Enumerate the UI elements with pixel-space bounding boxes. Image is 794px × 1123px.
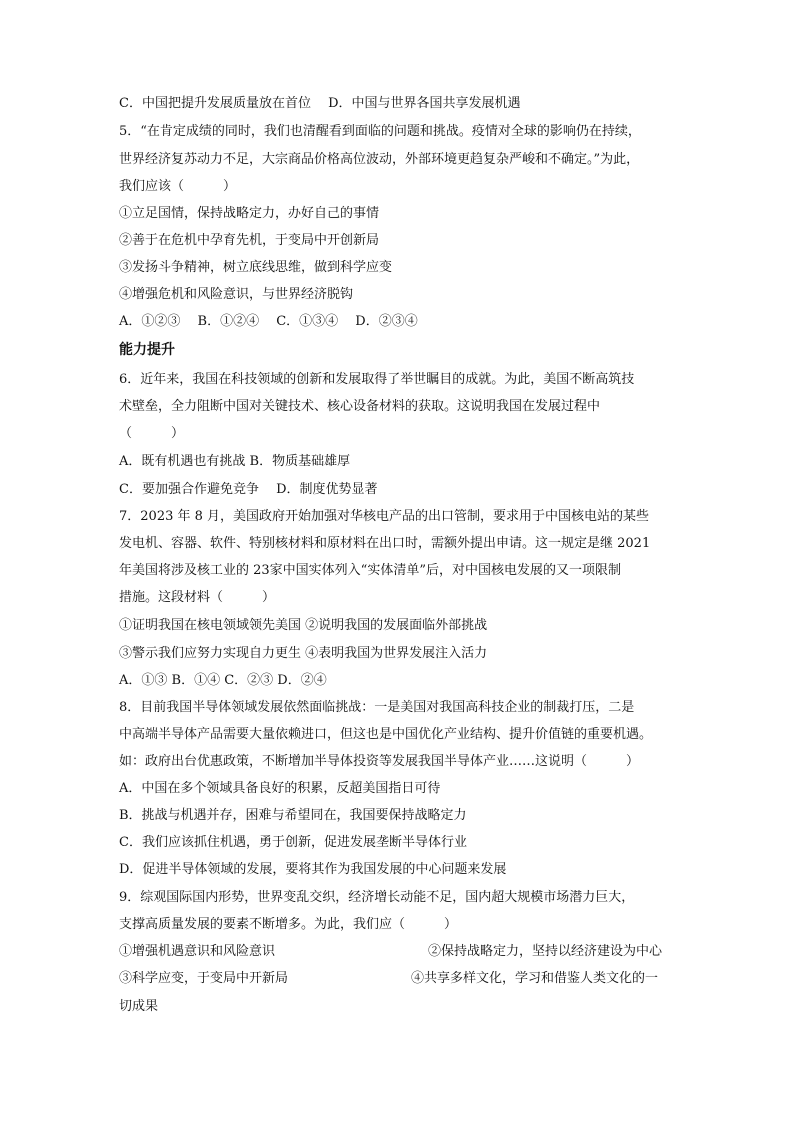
q4-options-cd: C．中国把提升发展质量放在首位 D．中国与世界各国共享发展机遇	[119, 96, 521, 111]
q7-stem-line-1: 7．2023 年 8 月，美国政府开始加强对华核电产品的出口管制，要求用于中国核电站的某些	[119, 509, 650, 524]
q6-stem-line-3: （ ）	[119, 426, 185, 441]
q9-stem-line-2: 支撑高质量发展的要素不断增多。为此，我们应（ ）	[119, 917, 458, 932]
q6-options-ab: A．既有机遇也有挑战 B．物质基础雄厚	[119, 454, 351, 469]
q7-stem-line-4: 措施。这段材料（ ）	[119, 590, 276, 605]
q9-item-3: ③科学应变，于变局中开新局	[119, 971, 289, 986]
q8-stem-line-3: 如：政府出台优惠政策，不断增加半导体投资等发展我国半导体产业……这说明（ ）	[119, 754, 640, 769]
q5-item-4: ④增强危机和风险意识，与世界经济脱钩	[119, 287, 354, 302]
q9-stem-line-1: 9．综观国际国内形势，世界变乱交织，经济增长动能不足，国内超大规模市场潜力巨大，	[119, 890, 635, 905]
q9-item-1: ①增强机遇意识和风险意识	[119, 944, 276, 959]
q8-option-d: D．促进半导体领域的发展，要将其作为我国发展的中心问题来发展	[119, 862, 507, 877]
q8-option-a: A．中国在多个领域具备良好的积累，反超美国指日可待	[119, 781, 441, 796]
q8-stem-line-2: 中高端半导体产品需要大量依赖进口，但这也是中国优化产业结构、提升价值链的重要机遇。	[119, 727, 653, 742]
q5-options: A．①②③ B．①②④ C．①③④ D．②③④	[119, 314, 418, 329]
q6-options-cd: C．要加强合作避免竞争 D．制度优势显著	[119, 482, 378, 497]
q7-items-12: ①证明我国在核电领域领先美国 ②说明我国的发展面临外部挑战	[119, 618, 488, 633]
q7-options: A．①③ B．①④ C．②③ D．②④	[119, 673, 327, 688]
q6-stem-line-2: 术壁垒，全力阻断中国对关键技术、核心设备材料的获取。这说明我国在发展过程中	[119, 399, 601, 414]
q5-stem-line-3: 我们应该（ ）	[119, 179, 237, 194]
q8-option-b: B．挑战与机遇并存，困难与希望同在，我国要保持战略定力	[119, 808, 467, 823]
q5-item-1: ①立足国情，保持战略定力，办好自己的事情	[119, 206, 380, 221]
q9-item-4-continued: 切成果	[119, 999, 159, 1014]
section-heading: 能力提升	[119, 342, 175, 358]
q9-item-4: ④共享多样文化，学习和借鉴人类文化的一	[411, 971, 659, 986]
q7-stem-line-3: 年美国将涉及核工业的 23家中国实体列入“实体清单”后，对中国核电发展的又一项限制	[119, 563, 621, 578]
q7-stem-line-2: 发电机、容器、软件、特别核材料和原材料在出口时，需额外提出申请。这一规定是继 2021	[119, 536, 651, 551]
q5-stem-line-2: 世界经济复苏动力不足，大宗商品价格高位波动，外部环境更趋复杂严峻和不确定。”为此，	[119, 152, 640, 167]
q9-item-2: ②保持战略定力，坚持以经济建设为中心	[428, 944, 663, 959]
q5-item-2: ②善于在危机中孕育先机，于变局中开创新局	[119, 233, 380, 248]
q8-option-c: C．我们应该抓住机遇，勇于创新，促进发展垄断半导体行业	[119, 835, 467, 850]
q6-stem-line-1: 6．近年来，我国在科技领域的创新和发展取得了举世瞩目的成就。为此，美国不断高筑技	[119, 372, 635, 387]
q8-stem-line-1: 8．目前我国半导体领域发展依然面临挑战：一是美国对我国高科技企业的制裁打压，二是	[119, 700, 635, 715]
q7-items-34: ③警示我们应努力实现自力更生 ④表明我国为世界发展注入活力	[119, 646, 488, 661]
q5-item-3: ③发扬斗争精神，树立底线思维，做到科学应变	[119, 260, 393, 275]
q5-stem-line-1: 5．“在肯定成绩的同时，我们也清醒看到面临的问题和挑战。疫情对全球的影响仍在持续，	[119, 124, 641, 139]
